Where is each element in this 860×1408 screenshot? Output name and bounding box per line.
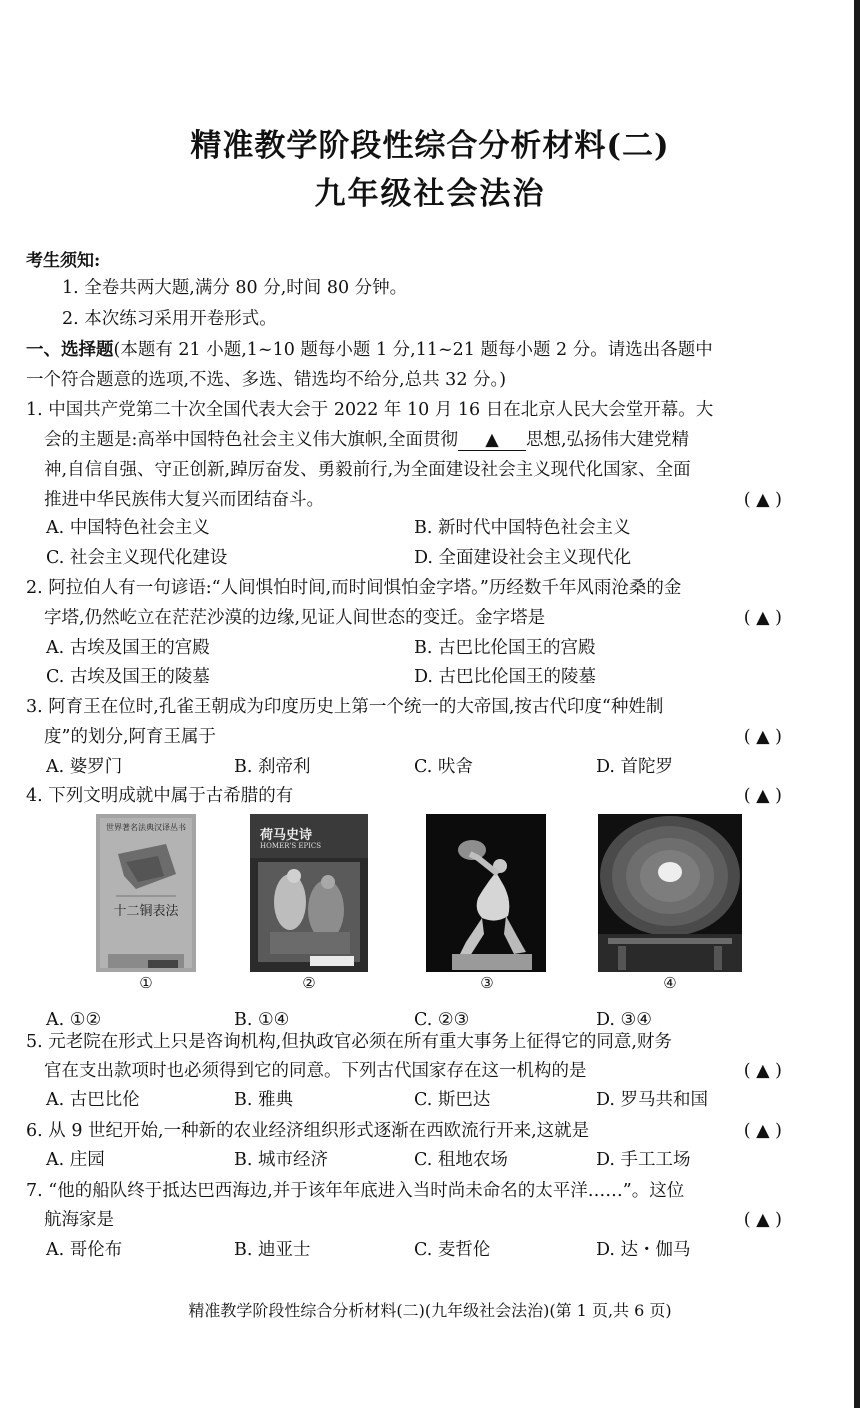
option-a: A. 古巴比伦 [46, 1090, 140, 1110]
option-d: D. 达・伽马 [596, 1240, 691, 1260]
question-1-line [44, 428, 689, 452]
notice-item: 2. 本次练习采用开卷形式。 [62, 309, 277, 329]
option-a: A. 婆罗门 [46, 757, 123, 777]
option-b: B. 古巴比伦国王的宫殿 [414, 638, 596, 658]
book-series-header: 世界著名法典汉译丛书 [106, 823, 186, 832]
pantheon-dome-photo [598, 814, 742, 972]
notice-heading: 考生须知: [26, 251, 101, 271]
question-1-line: 神,自信自强、守正创新,踔厉奋发、勇毅前行,为全面建设社会主义现代化国家、全面 [44, 460, 691, 480]
option-b: B. ①④ [234, 1010, 290, 1030]
answer-bracket: ( ▲ ) [743, 1210, 782, 1230]
section-intro [26, 338, 713, 362]
answer-bracket: ( ▲ ) [743, 490, 782, 510]
option-c: C. 吠舍 [414, 757, 473, 777]
option-b: B. 雅典 [234, 1090, 293, 1110]
image-label: ③ [480, 974, 494, 992]
image-label: ④ [663, 974, 677, 992]
dome-interior [598, 814, 742, 972]
statue-photo [426, 814, 546, 972]
statue-discus-thrower [426, 814, 546, 972]
section-heading: 一、选择题 [26, 340, 114, 360]
option-c: C. 古埃及国王的陵墓 [46, 667, 210, 687]
page-footer: 精准教学阶段性综合分析材料(二)(九年级社会法治)(第 1 页,共 6 页) [188, 1301, 672, 1320]
answer-bracket: ( ▲ ) [743, 1121, 782, 1141]
book-title: 十二铜表法 [113, 904, 179, 919]
page-title: 精准教学阶段性综合分析材料(二) [190, 128, 670, 164]
question-1-text: 思想,弘扬伟大建党精 [525, 430, 690, 450]
option-d: D. 古巴比伦国王的陵墓 [414, 667, 597, 687]
section-intro-text: (本题有 21 小题,1~10 题每小题 1 分,11~21 题每小题 2 分。请选出各题中 [113, 340, 713, 360]
question-7-line: 航海家是 [44, 1210, 114, 1230]
image-label: ② [302, 974, 316, 992]
question-1-line: 1. 中国共产党第二十次全国代表大会于 2022 年 10 月 16 日在北京人民大会堂开幕。大 [26, 400, 714, 420]
book-cover-twelve-tables [96, 814, 196, 972]
option-d: D. 罗马共和国 [596, 1090, 709, 1110]
answer-blank: ▲ [458, 430, 526, 451]
question-6-line: 6. 从 9 世纪开始,一种新的农业经济组织形式逐渐在西欧流行开来,这就是 [26, 1121, 590, 1141]
option-c: C. 斯巴达 [414, 1090, 491, 1110]
option-d: D. ③④ [596, 1010, 652, 1030]
page-subtitle: 九年级社会法治 [314, 176, 546, 212]
question-5-line: 官在支出款项时也必须得到它的同意。下列古代国家存在这一机构的是 [44, 1061, 587, 1081]
option-c: C. 租地农场 [414, 1150, 508, 1170]
book-title: 荷马史诗 [260, 828, 313, 843]
question-2-line: 2. 阿拉伯人有一句谚语:“人间惧怕时间,而时间惧怕金字塔。”历经数千年风雨沧桑的金 [26, 578, 682, 598]
option-a: A. 古埃及国王的宫殿 [46, 638, 210, 658]
book-subtitle: HOMER'S EPICS [260, 842, 322, 850]
question-3-line: 度”的划分,阿育王属于 [44, 727, 217, 747]
question-3-line: 3. 阿育王在位时,孔雀王朝成为印度历史上第一个统一的大帝国,按古代印度“种姓制 [26, 697, 664, 717]
question-2-line: 字塔,仍然屹立在茫茫沙漠的边缘,见证人间世态的变迁。金字塔是 [44, 608, 546, 628]
option-d: D. 全面建设社会主义现代化 [414, 548, 632, 568]
section-intro-cont: 一个符合题意的选项,不选、多选、错选均不给分,总共 32 分。) [26, 370, 507, 390]
option-b: B. 新时代中国特色社会主义 [414, 518, 631, 538]
book-cover-art [96, 814, 196, 972]
option-b: B. 城市经济 [234, 1150, 328, 1170]
option-c: C. ②③ [414, 1010, 470, 1030]
question-7-line: 7. “他的船队终于抵达巴西海边,并于该年年底进入当时尚未命名的太平洋……”。这位 [26, 1181, 685, 1201]
notice-item: 1. 全卷共两大题,满分 80 分,时间 80 分钟。 [62, 278, 408, 298]
question-5-line: 5. 元老院在形式上只是咨询机构,但执政官必须在所有重大事务上征得它的同意,财务 [26, 1032, 672, 1052]
answer-bracket: ( ▲ ) [743, 1061, 782, 1081]
image-label: ① [139, 974, 153, 992]
question-1-text: 会的主题是:高举中国特色社会主义伟大旗帜,全面贯彻 [44, 430, 458, 450]
question-4-line: 4. 下列文明成就中属于古希腊的有 [26, 786, 294, 806]
option-a: A. 哥伦布 [46, 1240, 123, 1260]
option-c: C. 麦哲伦 [414, 1240, 491, 1260]
option-d: D. 首陀罗 [596, 757, 674, 777]
answer-bracket: ( ▲ ) [743, 786, 782, 806]
option-b: B. 刹帝利 [234, 757, 311, 777]
option-b: B. 迪亚士 [234, 1240, 311, 1260]
book-cover-homer-epics [250, 814, 368, 972]
answer-bracket: ( ▲ ) [743, 608, 782, 628]
option-d: D. 手工工场 [596, 1150, 691, 1170]
answer-bracket: ( ▲ ) [743, 727, 782, 747]
question-1-line: 推进中华民族伟大复兴而团结奋斗。 [44, 490, 324, 510]
option-a: A. 中国特色社会主义 [46, 518, 210, 538]
option-a: A. 庄园 [46, 1150, 105, 1170]
option-c: C. 社会主义现代化建设 [46, 548, 228, 568]
option-a: A. ①② [46, 1010, 102, 1030]
